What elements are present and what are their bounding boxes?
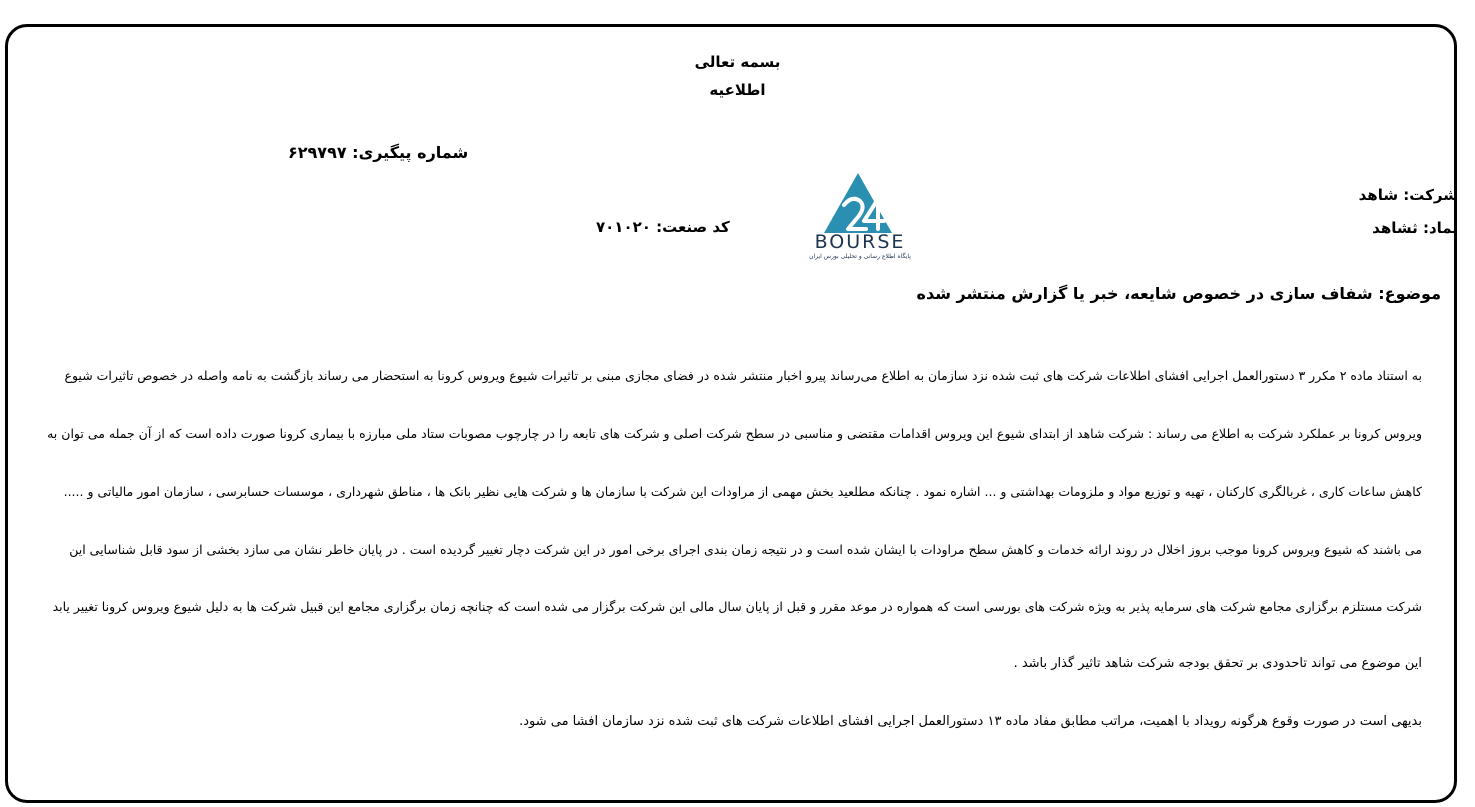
company-name: شرکت: شاهد xyxy=(1358,186,1458,204)
company-symbol: نماد: ثشاهد xyxy=(1372,219,1458,237)
body-line: می باشند که شیوع ویروس کرونا موجب بروز اخلال در روند ارائه خدمات و کاهش سطح مراودات با ایشان شده است و در نتیجه زمان بندی اجرای برخی امور در این شرکت دچار تغییر گردیده است . در پایان خاطر نشان می سازد بخشی از سود قابل شناسایی این xyxy=(69,542,1422,557)
industry-code: کد صنعت: ۷۰۱۰۲۰ xyxy=(596,218,730,236)
body-line: به استناد ماده ۲ مکرر ۳ دستورالعمل اجرایی افشای اطلاعات شرکت های ثبت شده نزد سازمان به اطلاع می‌رساند پیرو اخبار منتشر شده در فضای مجازی مبنی بر تاثیرات شیوع ویروس کرونا به استحضار می رساند بازگشت به نامه واصله در خصوص تاثیرات شیوع xyxy=(64,368,1422,383)
bismillah-heading: بسمه تعالی xyxy=(694,53,781,71)
body-line: ویروس کرونا بر عملکرد شرکت به اطلاع می رساند : شرکت شاهد از ابتدای شیوع این ویروس اقدامات مقتضی و مناسبی در سطح شرکت اصلی و شرکت های تابعه را در چارچوب مصوبات ستاد ملی مبارزه با بیماری کرونا صورت داده است که از آن جمله می توان به xyxy=(47,426,1422,441)
body-line: شرکت مستلزم برگزاری مجامع شرکت های سرمایه پذیر به ویژه شرکت های بورسی است که همواره در موعد مقرر و قبل از پایان سال مالی این شرکت برگزار می شده است که چنانچه زمان برگزاری مجامع این قبیل شرکت ها به دلیل شیوع ویروس کرونا تغییر یابد xyxy=(52,599,1422,614)
bourse-logo xyxy=(800,165,920,265)
body-line: کاهش ساعات کاری ، غربالگری کارکنان ، تهیه و توزیع مواد و ملزومات بهداشتی و ... اشاره نمود . چنانکه مطلعید بخش مهمی از مراودات این شرکت با سازمان ها و شرکت هایی نظیر بانک ها ، مناطق شهرداری ، موسسات حسابرسی ، سازمان امور مالیاتی و ..... xyxy=(63,484,1422,499)
body-line: بدیهی است در صورت وقوع هرگونه رویداد با اهمیت، مراتب مطابق مفاد ماده ۱۳ دستورالعمل اجرایی افشای اطلاعات شرکت های ثبت شده نزد سازمان افشا می شود. xyxy=(519,714,1422,729)
logo-caption: پایگاه اطلاع رسانی و تحلیلی بورس ایران xyxy=(809,253,911,260)
body-line: این موضوع می تواند تاحدودی بر تحقق بودجه شرکت شاهد تاثیر گذار باشد . xyxy=(1013,656,1422,671)
subject-line: موضوع: شفاف سازی در خصوص شایعه، خبر یا گزارش منتشر شده xyxy=(916,284,1441,303)
page-frame xyxy=(5,24,1457,803)
page-title: اطلاعیه xyxy=(709,81,766,99)
tracking-number: شماره پیگیری: ۶۲۹۷۹۷ xyxy=(288,143,469,162)
logo-wordmark: BOURSE xyxy=(814,231,906,253)
